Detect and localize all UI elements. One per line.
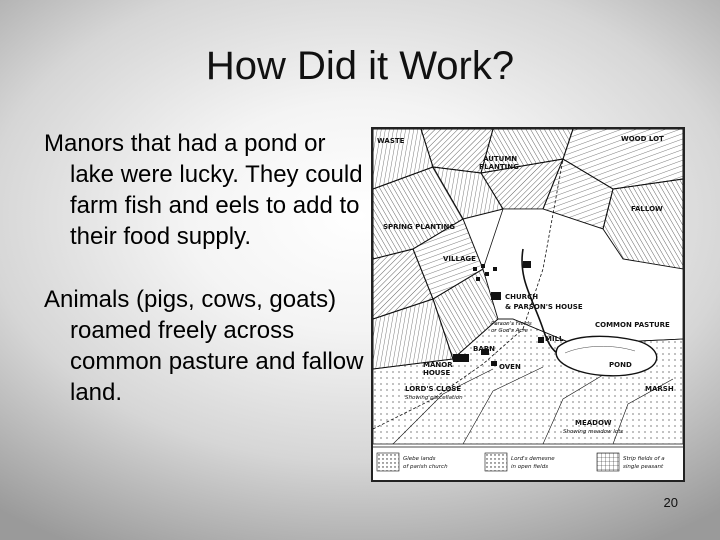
page-number: 20: [663, 495, 678, 510]
bullet-item: Manors that had a pond or lake were lucky. They could farm fish and eels to add to their food supply.: [44, 130, 363, 250]
map-label-spring-planting: SPRING PLANTING: [383, 223, 456, 231]
map-label-manor: MANOR: [423, 361, 453, 369]
map-label-waste: WASTE: [377, 137, 405, 145]
legend-label-glebe-sub: of parish church: [403, 464, 448, 470]
map-label-barn: BARN: [473, 345, 496, 353]
map-label-parsons-house: & PARSON'S HOUSE: [505, 303, 583, 311]
legend-label-demesne-sub: in open fields: [511, 464, 549, 470]
map-label-lords-close: LORD'S CLOSE: [405, 385, 462, 393]
map-label-pond: POND: [609, 361, 632, 369]
legend-swatch-glebe: [377, 453, 399, 471]
map-label-marsh: MARSH: [645, 385, 674, 393]
legend-label-glebe: Glebe lands: [403, 456, 436, 462]
map-label-village: VILLAGE: [443, 255, 476, 263]
legend-label-strip-fields: Strip fields of a: [623, 456, 665, 462]
manor-map-drawing: [373, 129, 683, 480]
legend-label-demesne: Lord's demesne: [511, 456, 555, 462]
map-label-autumn: AUTUMN: [483, 155, 518, 163]
map-label-lords-close-sub: Showing parcellation: [405, 395, 463, 401]
legend-label-strip-fields-sub: single peasant: [623, 464, 664, 470]
map-label-gods-acre: or God's Acre: [491, 328, 529, 334]
map-label-common-pasture: COMMON PASTURE: [595, 321, 670, 329]
map-label-church: CHURCH: [505, 293, 539, 301]
map-label-fallow: FALLOW: [631, 205, 663, 213]
map-label-parsons-fields: Parson's Fields: [491, 321, 532, 327]
map-label-planting: PLANTING: [479, 163, 519, 171]
map-label-mill: MILL: [545, 335, 564, 343]
bullet-list: [44, 128, 364, 440]
map-label-meadow: MEADOW: [575, 419, 612, 427]
slide-title: How Did it Work?: [205, 44, 515, 88]
legend-swatch-strip-fields: [597, 453, 619, 471]
bullet-item: Animals (pigs, cows, goats) roamed freely across common pasture and fallow land.: [44, 286, 364, 406]
map-label-meadow-sub: Showing meadow lots: [563, 429, 624, 435]
manor-map: [371, 127, 685, 482]
legend-swatch-demesne: [485, 453, 507, 471]
map-label-wood-lot: WOOD LOT: [621, 135, 664, 143]
map-label-house: HOUSE: [423, 369, 451, 377]
map-label-oven: OVEN: [499, 363, 521, 371]
